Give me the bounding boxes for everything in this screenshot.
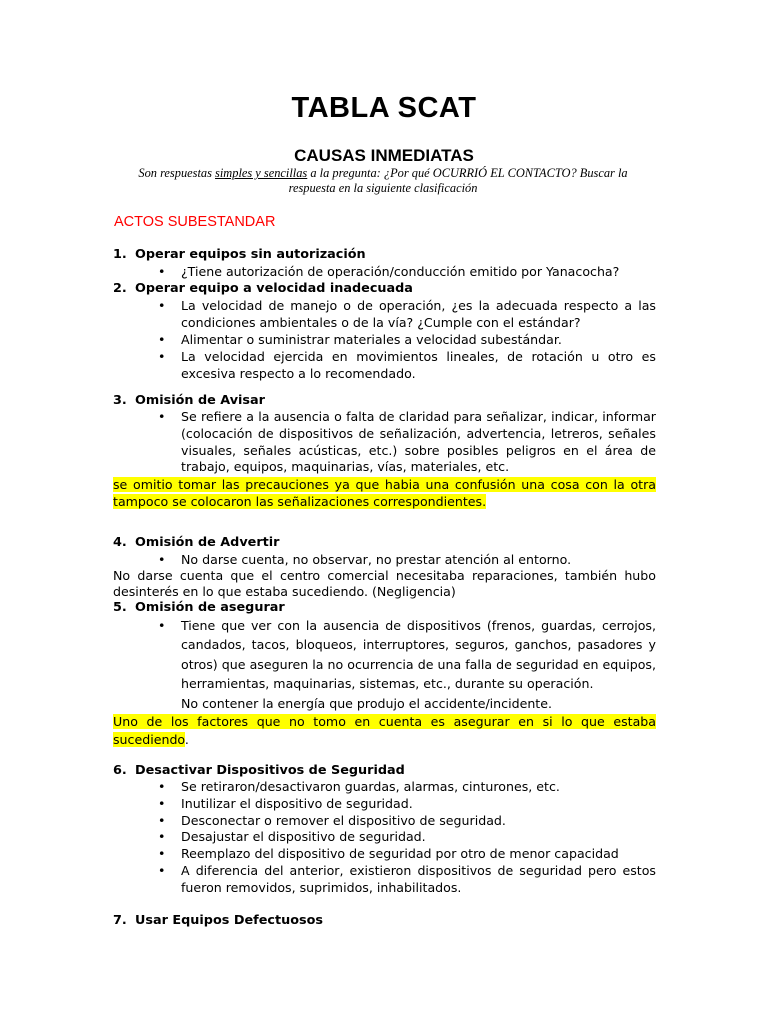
bullet-list	[113, 263, 656, 280]
item-title: Desactivar Dispositivos de Seguridad	[135, 763, 405, 778]
list-item	[113, 616, 656, 713]
list-item: • No darse cuenta, no observar, no prestar atención al entorno.	[113, 551, 656, 568]
item-heading	[113, 246, 656, 263]
list-item: • Inutilizar el dispositivo de seguridad.	[113, 796, 656, 813]
page-subtitle: CAUSAS INMEDIATAS	[294, 146, 474, 165]
item-title: Usar Equipos Defectuosos	[135, 913, 324, 928]
item-2-heading	[113, 280, 656, 297]
item-title: Operar equipo a velocidad inadecuada	[135, 281, 413, 296]
list-item: • La velocidad de manejo o de operación, ¿es la adecuada respecto a las condiciones ambientales o de la vía? ¿Cumple con el estándar?	[113, 297, 656, 331]
item-number: 4.	[113, 535, 127, 550]
item-number: 1.	[113, 247, 127, 262]
list-item: • Se refiere a la ausencia o falta de claridad para señalizar, indicar, informar (colocación de dispositivos de señalización, advertencia, letreros, señales visuales, señales acústicas, etc.) sobre posibles peligros en el área de trabajo, equipos, maquinarias, vías, materiales, etc.	[113, 409, 656, 476]
bullet-list	[113, 297, 656, 382]
list-item: • Desajustar el dispositivo de seguridad.	[113, 829, 656, 846]
list-item: • Desconectar o remover el dispositivo de seguridad.	[113, 813, 656, 830]
section-heading: ACTOS SUBESTANDAR	[114, 214, 276, 230]
list-item: • A diferencia del anterior, existieron dispositivos de seguridad pero estos fueron removidos, suprimidos, inhabilitados.	[113, 863, 656, 897]
highlighted-text: se omitio tomar las precauciones ya que habia una confusión una cosa con la otra tampoco se colocaron las señalizaciones correspondientes.	[113, 477, 656, 510]
highlighted-note	[113, 476, 656, 510]
list-item: • Alimentar o suministrar materiales a velocidad subestándar.	[113, 331, 656, 348]
intro-paragraph	[128, 166, 638, 196]
note-paragraph: No darse cuenta que el centro comercial necesitaba reparaciones, también hubo desinterés en lo que estaba sucediendo. (Negligencia)	[113, 568, 656, 599]
bullet-text: Tiene que ver con la ausencia de dispositivos (frenos, guardas, cerrojos, candados, tacos, bloqueos, interruptores, seguros, ganchos, pasadores y otros) que aseguren la no ocurrencia de una falla de seguridad en equipos, herramientas, maquinarias, sistemas, etc., durante su operación.	[181, 618, 656, 692]
item-4	[113, 534, 656, 749]
page-title: TABLA SCAT	[291, 92, 477, 124]
intro-underlined-text: simples y sencillas	[215, 166, 308, 180]
item-number: 5.	[113, 600, 127, 615]
bullet-list	[113, 779, 656, 897]
highlighted-note-suffix: .	[184, 732, 189, 748]
bullet-list	[113, 409, 656, 476]
list-item: • Se retiraron/desactivaron guardas, alarmas, cinturones, etc.	[113, 779, 656, 796]
list-item: • ¿Tiene autorización de operación/conducción emitido por Yanacocha?	[113, 263, 656, 280]
bullet-extra-text: No contener la energía que produjo el accidente/incidente.	[181, 695, 552, 711]
item-5-heading	[113, 599, 656, 616]
item-heading	[113, 534, 656, 551]
item-number: 6.	[113, 763, 127, 778]
intro-text-start: Son respuestas	[138, 166, 216, 180]
highlighted-note	[113, 713, 656, 749]
item-7	[113, 912, 656, 929]
item-1	[113, 246, 656, 382]
item-heading	[113, 762, 656, 779]
item-number: 7.	[113, 913, 127, 928]
item-title: Omisión de Avisar	[135, 393, 265, 408]
list-item: • Reemplazo del dispositivo de seguridad por otro de menor capacidad	[113, 846, 656, 863]
item-number: 2.	[113, 281, 127, 296]
intro-text-end: a la pregunta: ¿Por qué OCURRIÓ EL CONTACTO? Buscar la respuesta en la siguiente clasificación	[288, 166, 628, 195]
item-3	[113, 392, 656, 510]
item-title: Omisión de asegurar	[135, 600, 285, 615]
list-item: • La velocidad ejercida en movimientos lineales, de rotación u otro es excesiva respecto a lo recomendado.	[113, 348, 656, 382]
item-6	[113, 762, 656, 897]
item-title: Operar equipos sin autorización	[135, 247, 366, 262]
item-title: Omisión de Advertir	[135, 535, 280, 550]
item-heading	[113, 912, 656, 929]
bullet-list	[113, 551, 656, 568]
item-heading	[113, 392, 656, 409]
bullet-list	[113, 616, 656, 713]
highlighted-text: Uno de los factores que no tomo en cuenta es asegurar en si lo que estaba sucediendo	[113, 714, 656, 748]
item-number: 3.	[113, 393, 127, 408]
